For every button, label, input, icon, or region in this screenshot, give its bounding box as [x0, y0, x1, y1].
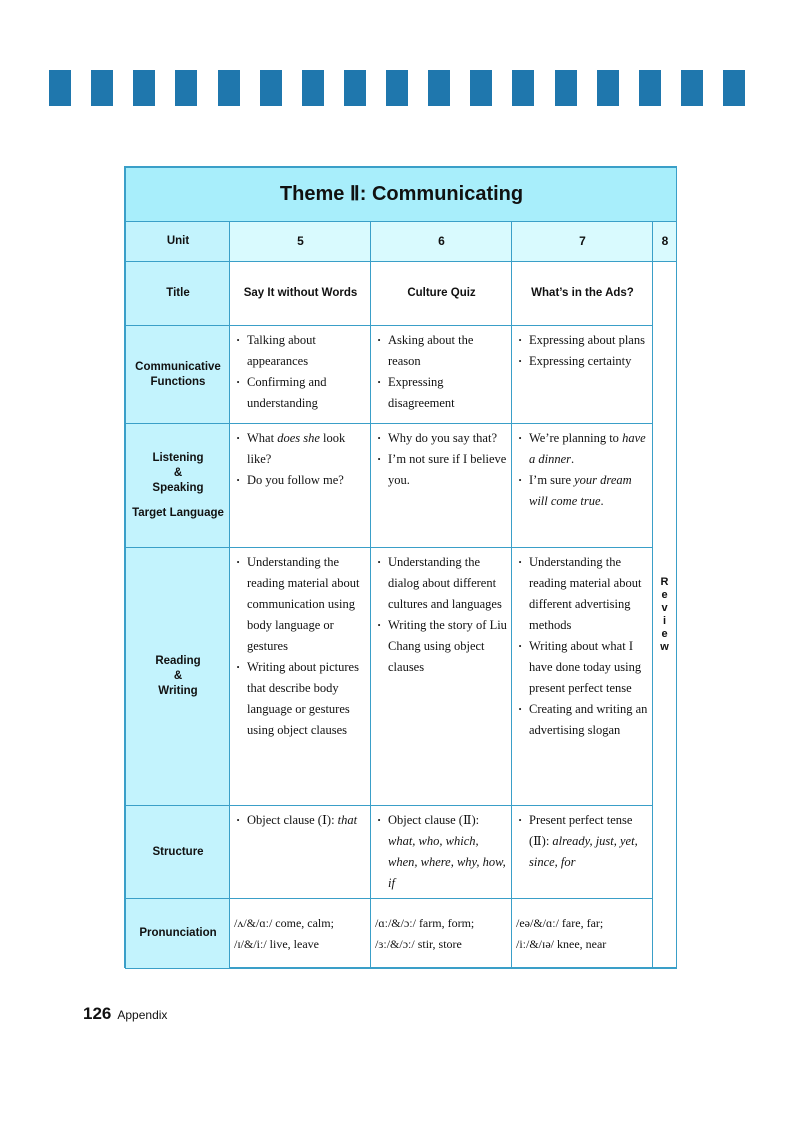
list-item	[516, 470, 649, 512]
footer-label: Appendix	[117, 1008, 168, 1022]
text-run: .	[600, 494, 604, 508]
list-item: · Creating and writing an advertising slogan	[516, 699, 649, 741]
label-line: Listening	[152, 451, 204, 464]
list-item: · Understanding the reading material about different advertising methods	[516, 552, 649, 636]
list-item: · Do you follow me?	[234, 470, 367, 491]
pronunciation-line: /ɜː/&/ɔː/ stir, store	[375, 936, 462, 951]
list-item	[234, 428, 367, 470]
decorative-square	[175, 70, 197, 106]
decorative-square	[386, 70, 408, 106]
unit-number: 6	[371, 222, 512, 262]
review-letter: e	[661, 628, 668, 640]
decorative-square	[470, 70, 492, 106]
review-letter: v	[661, 602, 668, 614]
theme-title: Theme Ⅱ: Communicating	[126, 168, 677, 222]
pronunciation-cell	[371, 899, 512, 969]
list-item	[516, 428, 649, 470]
text-run: Object clause (Ⅰ):	[247, 813, 335, 827]
italic-run: already, just, yet, since, for	[529, 834, 638, 869]
pronunciation-cell	[512, 899, 653, 969]
review-letter: R	[660, 576, 669, 588]
label-line: Communicative	[135, 360, 221, 373]
list-item	[516, 810, 649, 873]
list-item: · Understanding the dialog about different cultures and languages	[375, 552, 508, 615]
italic-run: have a dinner	[529, 431, 646, 466]
review-letter: i	[662, 615, 667, 627]
text-run: Object clause (Ⅱ):	[388, 813, 480, 827]
decorative-square	[91, 70, 113, 106]
list-item: · Expressing about plans	[516, 330, 649, 351]
language-cell	[230, 424, 371, 548]
text-run: look like?	[247, 431, 346, 466]
italic-run: that	[337, 813, 358, 827]
reading-writing-label	[126, 548, 230, 806]
pronunciation-line: /ʌ/&/ɑː/ come, calm;	[234, 915, 334, 930]
pronunciation-line: /eə/&/ɑː/ fare, far;	[516, 915, 604, 930]
decorative-square	[260, 70, 282, 106]
listening-speaking-label	[126, 424, 230, 548]
list-item: · Expressing disagreement	[375, 372, 508, 414]
list-item: · Asking about the reason	[375, 330, 508, 372]
decorative-square	[428, 70, 450, 106]
title-label: Title	[126, 262, 230, 326]
label-line: &	[173, 670, 183, 682]
unit-number: 7	[512, 222, 653, 262]
structure-cell	[371, 806, 512, 899]
decorative-square	[723, 70, 745, 106]
functions-cell	[230, 326, 371, 424]
list-item: · Writing about what I have done today using present perfect tense	[516, 636, 649, 699]
unit-label: Unit	[126, 222, 230, 262]
text-run: Present perfect tense (Ⅱ):	[529, 813, 633, 848]
structure-cell	[230, 806, 371, 899]
text-run: We’re planning to	[529, 431, 623, 445]
label-line: Writing	[158, 685, 198, 697]
decorative-square	[218, 70, 240, 106]
unit-number: 5	[230, 222, 371, 262]
structure-cell	[512, 806, 653, 899]
unit-title: Say It without Words	[230, 262, 371, 326]
label-line: Speaking	[152, 481, 204, 494]
syllabus-table	[125, 167, 677, 969]
list-item: · Writing the story of Liu Chang using object clauses	[375, 615, 508, 678]
decorative-square	[302, 70, 324, 106]
pronunciation-label: Pronunciation	[126, 899, 230, 969]
italic-run: your dream will come true	[529, 473, 632, 508]
decorative-square	[639, 70, 661, 106]
page-footer	[83, 1004, 167, 1024]
pronunciation-line: /ɑː/&/ɔː/ farm, form;	[375, 915, 475, 930]
italic-run: what, who, which, when, where, why, how, if	[388, 834, 506, 890]
decorative-square	[597, 70, 619, 106]
unit-title: What’s in the Ads?	[512, 262, 653, 326]
decorative-square	[681, 70, 703, 106]
list-item: · Writing about pictures that describe body language or gestures using object clauses	[234, 657, 367, 741]
unit-number: 8	[653, 222, 677, 262]
reading-cell	[371, 548, 512, 806]
reading-cell	[512, 548, 653, 806]
review-column	[653, 262, 677, 969]
functions-cell	[371, 326, 512, 424]
decorative-square	[512, 70, 534, 106]
text-run: What	[247, 431, 278, 445]
reading-cell	[230, 548, 371, 806]
decorative-square-bar	[49, 70, 745, 106]
language-cell	[371, 424, 512, 548]
communicative-functions-label	[126, 326, 230, 424]
page-number: 126	[83, 1004, 112, 1023]
language-cell	[512, 424, 653, 548]
pronunciation-line: /ɪ/&/iː/ live, leave	[234, 936, 319, 951]
list-item: · Confirming and understanding	[234, 372, 367, 414]
review-letter: e	[661, 589, 668, 601]
decorative-square	[555, 70, 577, 106]
decorative-square	[344, 70, 366, 106]
structure-label: Structure	[126, 806, 230, 899]
syllabus-table-frame	[124, 166, 677, 968]
list-item	[234, 810, 367, 831]
pronunciation-line: /iː/&/ɪə/ knee, near	[516, 936, 607, 951]
label-line: Reading	[155, 655, 201, 667]
list-item: · Expressing certainty	[516, 351, 649, 372]
functions-cell	[512, 326, 653, 424]
review-letter: w	[660, 641, 669, 653]
list-item: · Why do you say that?	[375, 428, 508, 449]
unit-title: Culture Quiz	[371, 262, 512, 326]
list-item	[375, 810, 508, 894]
label-line: Functions	[150, 375, 206, 388]
decorative-square	[133, 70, 155, 106]
list-item: · I’m not sure if I believe you.	[375, 449, 508, 491]
list-item: · Understanding the reading material about communication using body language or gestures	[234, 552, 367, 657]
decorative-square	[49, 70, 71, 106]
list-item: · Talking about appearances	[234, 330, 367, 372]
text-run: .	[571, 452, 575, 466]
label-line: Target Language	[132, 506, 224, 519]
label-line: &	[173, 466, 183, 479]
pronunciation-cell	[230, 899, 371, 969]
italic-run: does she	[277, 431, 320, 445]
text-run: I’m sure	[529, 473, 575, 487]
